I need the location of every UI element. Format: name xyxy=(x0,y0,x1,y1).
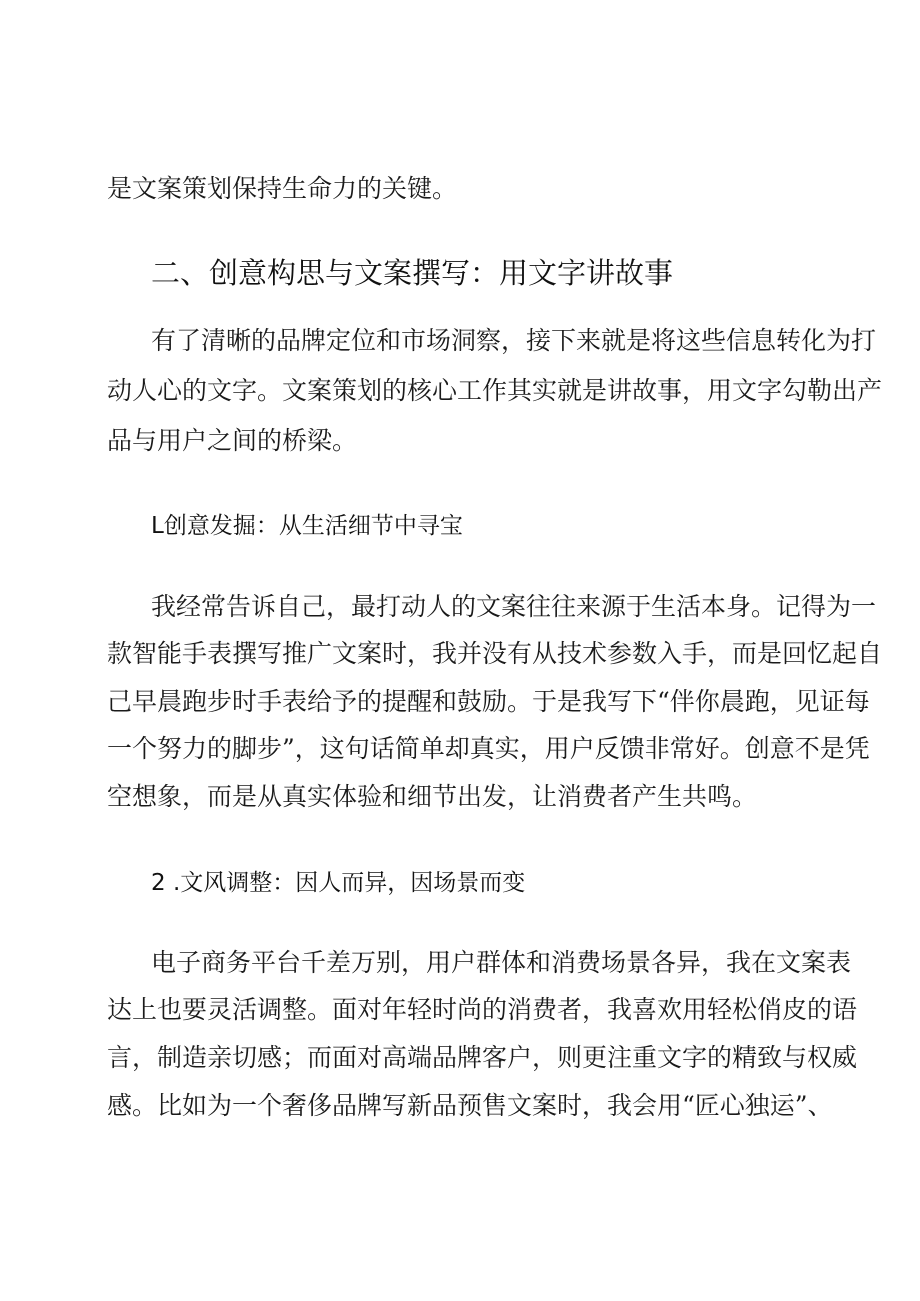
section-2-paragraph-line: 品与用户之间的桥梁。 xyxy=(107,426,358,455)
subsection-1-heading: L创意发掘：从生活细节中寻宝 xyxy=(151,513,463,539)
subsection-2-paragraph-line: 电子商务平台千差万别，用户群体和消费场景各异，我在文案表 xyxy=(151,948,852,977)
section-2-paragraph-line: 动人心的文字。文案策划的核心工作其实就是讲故事，用文字勾勒出产 xyxy=(107,376,883,405)
subsection-1-paragraph-line: 一个努力的脚步”，这句话简单却真实，用户反馈非常好。创意不是凭 xyxy=(107,734,870,763)
subsection-2-paragraph-line: 达上也要灵活调整。面对年轻时尚的消费者，我喜欢用轻松俏皮的语 xyxy=(107,995,858,1024)
intro-tail-line: 是文案策划保持生命力的关键。 xyxy=(107,174,458,203)
subsection-1-paragraph-line: 空想象，而是从真实体验和细节出发，让消费者产生共鸣。 xyxy=(107,782,758,811)
subsection-1-paragraph-line: 己早晨跑步时手表给予的提醒和鼓励。于是我写下“伴你晨跑，见证每 xyxy=(107,687,870,716)
section-2-heading: 二、创意构思与文案撰写：用文字讲故事 xyxy=(151,256,674,290)
subsection-1-paragraph-line: 款智能手表撰写推广文案时，我并没有从技术参数入手，而是回忆起自 xyxy=(107,639,883,668)
subsection-2-paragraph-line: 感。比如为一个奢侈品牌写新品预售文案时，我会用“匠心独运”、 xyxy=(107,1091,833,1120)
subsection-1-paragraph-line: 我经常告诉自己，最打动人的文案往往来源于生活本身。记得为一 xyxy=(151,592,877,621)
subsection-2-paragraph-line: 言，制造亲切感；而面对高端品牌客户，则更注重文字的精致与权威 xyxy=(107,1043,858,1072)
subsection-2-heading: 2 .文风调整：因人而异，因场景而变 xyxy=(151,870,526,896)
section-2-paragraph-line: 有了清晰的品牌定位和市场洞察，接下来就是将这些信息转化为打 xyxy=(151,326,877,355)
